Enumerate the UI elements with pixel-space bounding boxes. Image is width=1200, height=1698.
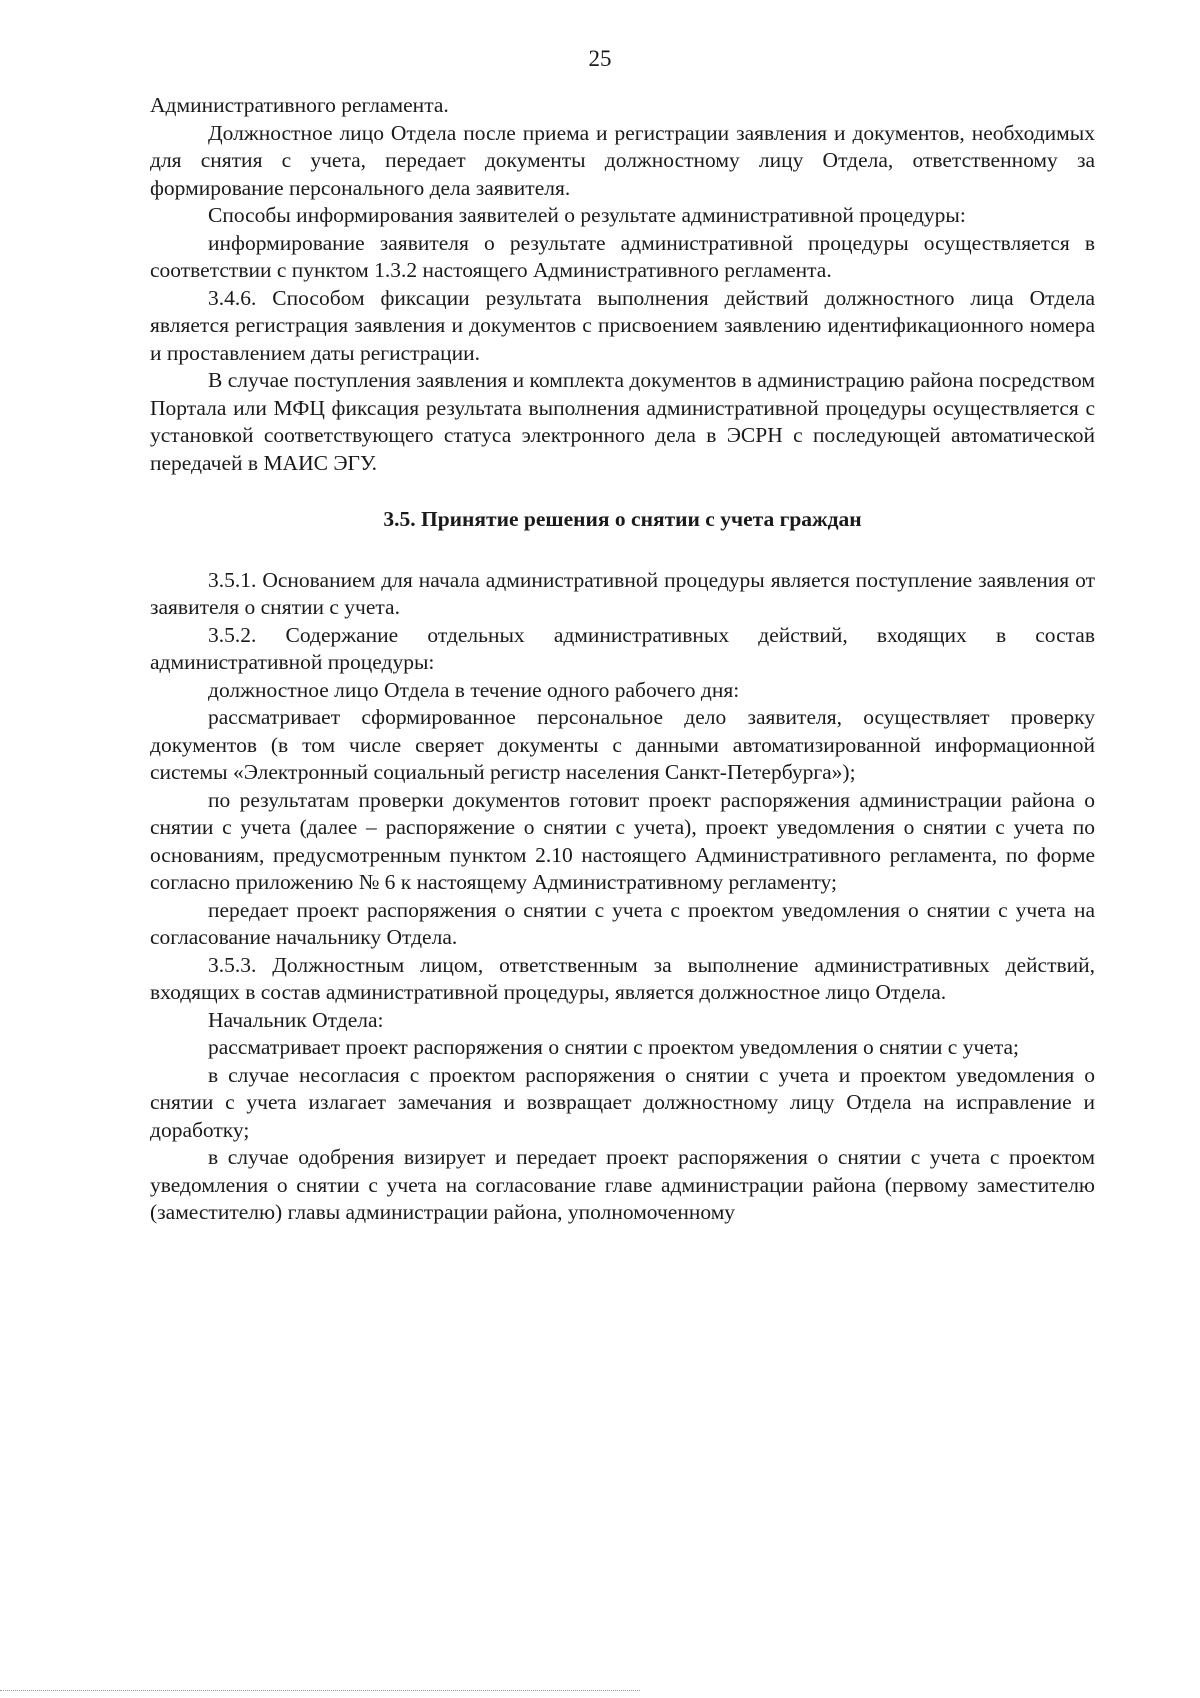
paragraph: 3.4.6. Способом фиксации результата выполнения действий должностного лица Отдела является регистрация заявления и документов с присвоением заявлению идентификационного номера и проставлением даты регистрации. — [150, 285, 1095, 365]
paragraph: Административного регламента. — [150, 93, 449, 117]
paragraph: должностное лицо Отдела в течение одного рабочего дня: — [208, 677, 740, 702]
paragraph: передает проект распоряжения о снятии с учета с проектом уведомления о снятии с учета на согласование начальнику Отдела. — [150, 897, 1095, 949]
paragraph: в случае несогласия с проектом распоряжения о снятии с учета и проектом уведомления о снятии с учета излагает замечания и возвращает должностному лицу Отдела на исправление и доработку; — [150, 1062, 1095, 1142]
paragraph: 3.5.1. Основанием для начала административной процедуры является поступление заявления от заявителя о снятии с учета. — [150, 567, 1095, 619]
paragraph: Способы информирования заявителей о результате административной процедуры: — [208, 203, 966, 227]
paragraph: рассматривает проект распоряжения о снятии с проектом уведомления о снятии с учета; — [208, 1035, 1020, 1059]
paragraph: Должностное лицо Отдела после приема и регистрации заявления и документов, необходимых для снятия с учета, передает документы должностному лицу Отдела, ответственному за формирование персонального дела заявителя. — [150, 120, 1095, 200]
page-number: 25 — [588, 46, 612, 71]
paragraph: в случае одобрения визирует и передает проект распоряжения о снятии с учета с проектом уведомления о снятии с учета на согласование главе администрации района (первому заместителю (заместителю) главы администрации района, уполномоченному — [150, 1145, 1095, 1224]
scan-artifact-line — [0, 1690, 640, 1691]
paragraph: 3.5.2. Содержание отдельных административных действий, входящих в состав административной процедуры: — [150, 622, 1095, 674]
document-body — [150, 92, 1095, 1227]
paragraph: информирование заявителя о результате административной процедуры осуществляется в соответствии с пунктом 1.3.2 настоящего Административного регламента. — [150, 230, 1095, 282]
section-heading: 3.5. Принятие решения о снятии с учета граждан — [383, 507, 862, 531]
paragraph: по результатам проверки документов готовит проект распоряжения администрации района о снятии с учета (далее – распоряжение о снятии с учета), проект уведомления о снятии с учета по основаниям, предусмотренным пунктом 2.10 настоящего Административного регламента, по форме согласно приложению № 6 к настоящему Административному регламенту; — [150, 787, 1095, 894]
paragraph: Начальник Отдела: — [208, 1007, 384, 1032]
paragraph: 3.5.3. Должностным лицом, ответственным за выполнение административных действий, входящих в состав административной процедуры, является должностное лицо Отдела. — [150, 952, 1095, 1004]
paragraph: В случае поступления заявления и комплекта документов в администрацию района посредством Портала или МФЦ фиксация результата выполнения административной процедуры осуществляется с установкой соответствующего статуса электронного дела в ЭСРН с последующей автоматической передачей в МАИС ЭГУ. — [150, 368, 1095, 475]
paragraph: рассматривает сформированное персональное дело заявителя, осуществляет проверку документов (в том числе сверяет документы с данными автоматизированной информационной системы «Электронный социальный регистр населения Санкт-Петербурга»); — [150, 705, 1095, 784]
